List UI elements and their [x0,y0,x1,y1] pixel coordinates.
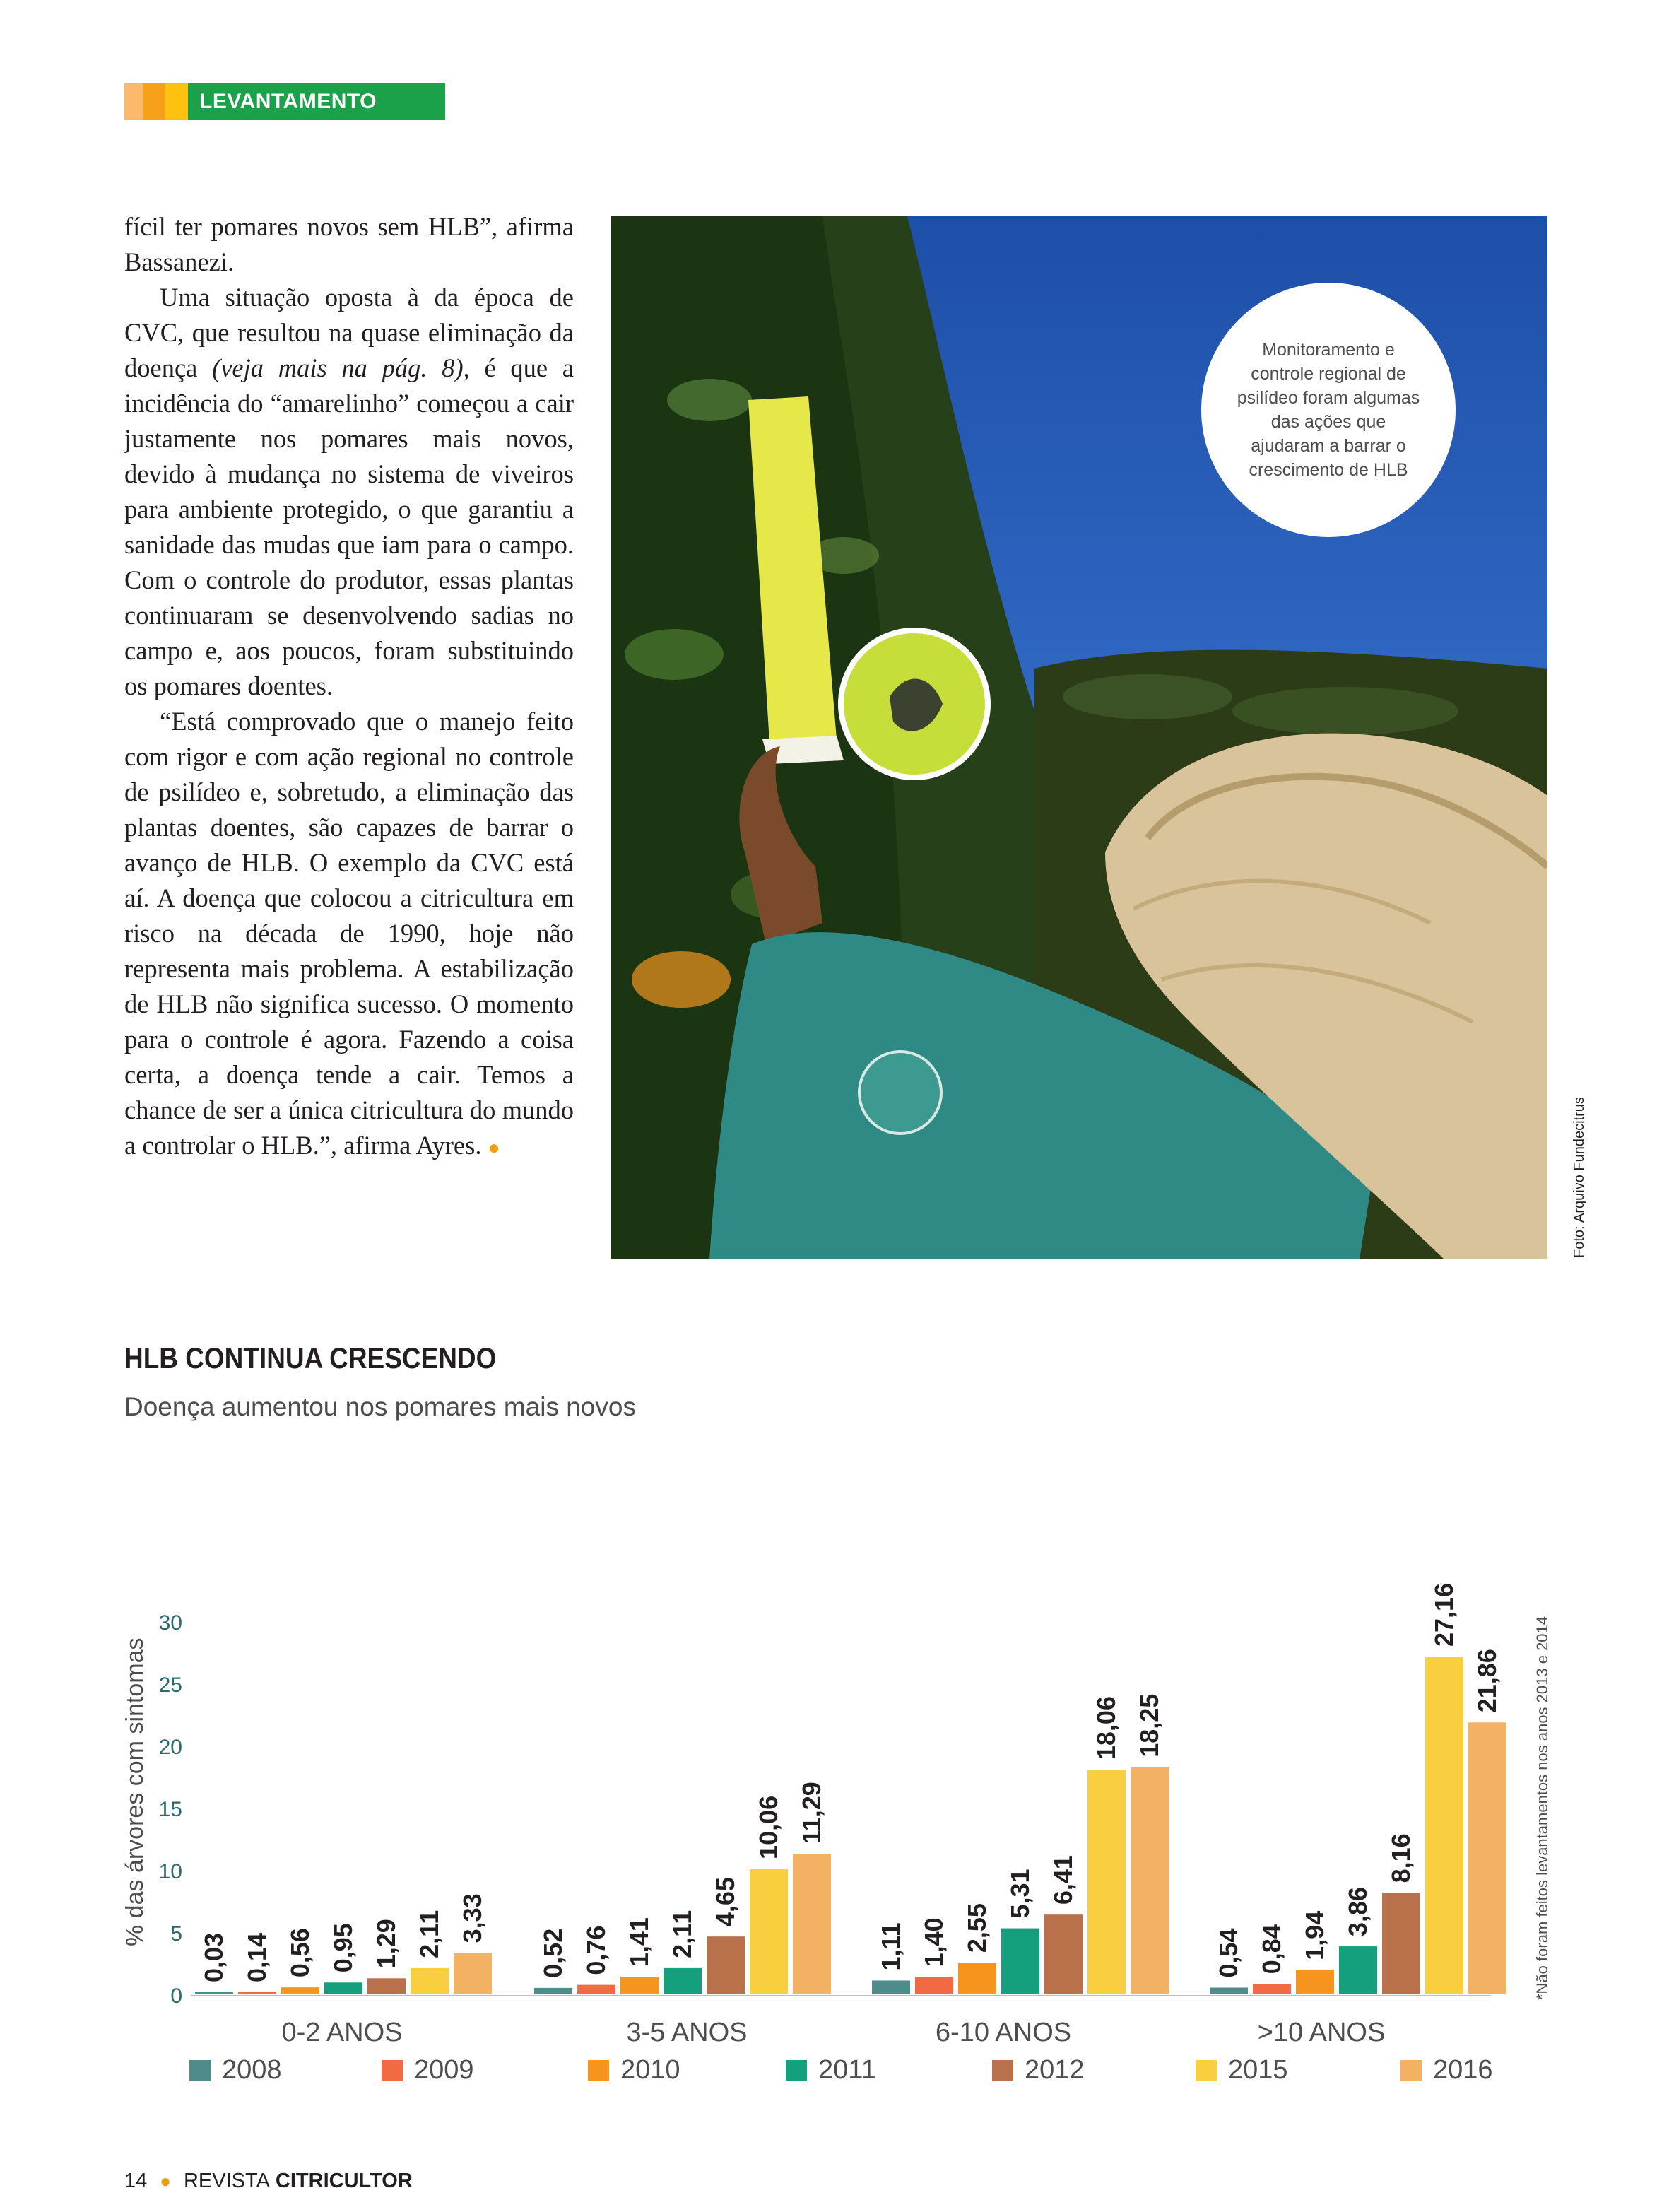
chart-footnote: *Não foram feitos levantamentos nos anos 2013 e 2014 [1533,1616,1551,2000]
bar [411,1968,449,1994]
bar [1001,1929,1039,1994]
bar-value-label: 6,41 [1049,1855,1078,1905]
x-tick-label: >10 ANOS [1257,2018,1386,2047]
bar [238,1992,276,1994]
bar [195,1992,233,1994]
legend-label: 2009 [414,2055,474,2085]
legend-item [992,2055,1085,2085]
bar-value-label: 1,29 [372,1919,401,1969]
y-tick-label: 30 [158,1611,182,1635]
bar [872,1980,910,1994]
bar [915,1977,953,1994]
bar [1425,1657,1463,1994]
legend-label: 2012 [1025,2055,1085,2085]
legend-item [786,2055,876,2085]
legend-swatch [588,2060,609,2081]
bar [1296,1970,1334,1994]
y-tick-label: 20 [158,1736,182,1759]
bar [707,1936,745,1994]
chart-legend [189,2055,1504,2095]
page-footer [124,2170,413,2193]
article-paragraph: “Está comprovado que o manejo feito com rigor e com ação regional no controle de psilídeo e, sobretudo, a eliminação das plantas doentes, são capazes de barrar o avanço de HLB. O exemplo da CVC está aí. A doença que colocou a citricultura em risco na década de 1990, hoje não representa mais problema. A estabilização de HLB não significa sucesso. O momento para o controle é agora. Fazendo a coisa certa, a doença tende a cair. Temos a chance de ser a única citricultura do mundo a controlar o HLB.”, afirma Ayres. ● [124,707,574,1160]
bar [1382,1893,1420,1994]
bar-value-label: 4,65 [711,1877,740,1927]
y-tick-label: 10 [158,1860,182,1883]
legend-label: 2011 [818,2055,876,2085]
bar-value-label: 3,86 [1343,1886,1372,1937]
bar [1253,1984,1291,1994]
bar-value-label: 0,84 [1257,1924,1286,1975]
legend-item [189,2055,282,2085]
chart-subtitle: Doença aumentou nos pomares mais novos [124,1392,636,1421]
legend-swatch [992,2060,1013,2081]
bar [1087,1770,1126,1994]
bar-value-label: 2,11 [415,1910,444,1958]
chart-title: HLB CONTINUA CRESCENDO [124,1341,497,1375]
bar [620,1977,659,1994]
legend-swatch [1196,2060,1217,2081]
bar-value-label: 1,94 [1300,1910,1329,1960]
legend-swatch [189,2060,211,2081]
bar [577,1985,615,1994]
bar-value-label: 27,16 [1429,1582,1458,1647]
article-paragraph: Uma situação oposta à da época de CVC, que resultou na quase eliminação da doença (veja mais na pág. 8), é que a incidência do “amarelinho” começou a cair justamente nos pomares mais novos, devido à mudança no sistema de viveiros para ambiente protegido, o que garantiu a sanidade das mudas que iam para o campo. Com o controle do produtor, essas plantas continuaram se desenvolvendo sadias no campo e, aos poucos, foram substituindo os pomares doentes. [124,283,574,700]
bar [664,1968,702,1994]
bar [958,1963,996,1994]
bar-value-label: 0,95 [329,1923,358,1973]
bar-value-label: 0,76 [582,1925,611,1975]
bar [324,1982,362,1994]
legend-item [382,2055,474,2085]
legend-label: 2016 [1433,2055,1493,2085]
bar [1339,1946,1377,1994]
bar-value-label: 2,11 [668,1910,697,1958]
bar-value-label: 5,31 [1005,1869,1034,1919]
bar-value-label: 8,16 [1386,1833,1415,1883]
bar-value-label: 1,41 [625,1917,654,1967]
bar-value-label: 0,03 [199,1932,228,1982]
bullet-icon: ● [160,2170,171,2192]
bar-value-label: 18,25 [1135,1693,1164,1758]
bar [281,1987,319,1994]
publication-name: REVISTA [183,2170,270,2192]
legend-swatch [382,2060,403,2081]
bar [1131,1767,1169,1994]
bar-value-label: 1,40 [919,1917,948,1967]
bar-value-label: 0,54 [1214,1928,1243,1978]
bar-value-label: 18,06 [1092,1696,1121,1760]
bar [1044,1914,1083,1994]
bar-value-label: 2,55 [962,1903,991,1953]
bar-value-label: 0,14 [242,1932,271,1982]
legend-label: 2015 [1228,2055,1288,2085]
bar-value-label: 0,56 [285,1928,314,1978]
y-tick-label: 5 [170,1922,182,1946]
photo-credit: Foto: Arquivo Fundecitrus [1571,1097,1587,1258]
y-axis-label: % das árvores com sintomas [122,1637,148,1946]
legend-swatch [786,2060,807,2081]
bar-value-label: 10,06 [754,1795,783,1859]
legend-label: 2008 [222,2055,282,2085]
bar [1210,1987,1248,1994]
x-tick-label: 3-5 ANOS [626,2018,748,2047]
page-reference: (veja mais na pág. 8) [212,353,464,382]
y-tick-label: 0 [170,1984,182,2008]
bar [750,1869,788,1994]
legend-label: 2010 [620,2055,680,2085]
bar [1468,1722,1506,1994]
x-tick-label: 0-2 ANOS [281,2018,403,2047]
y-tick-label: 25 [158,1673,182,1697]
bar-value-label: 1,11 [876,1922,905,1971]
bar [454,1953,492,1994]
bar-value-label: 0,52 [538,1928,567,1978]
article-paragraph: fícil ter pomares novos sem HLB”, afirma Bassanezi. [124,212,574,276]
page-number: 14 [124,2170,148,2192]
legend-swatch [1400,2060,1422,2081]
legend-item [1196,2055,1288,2085]
y-tick-label: 15 [158,1798,182,1821]
bar-value-label: 21,86 [1473,1649,1502,1713]
bar-value-label: 3,33 [458,1893,487,1943]
bar [534,1988,572,1994]
legend-item [1400,2055,1493,2085]
section-label: LEVANTAMENTO [188,83,445,120]
legend-item [588,2055,680,2085]
bar [793,1854,831,1994]
photo-caption: Monitoramento e controle regional de psilídeo foram algumas das ações que ajudaram a barrar o crescimento de HLB [1201,283,1456,537]
bar-value-label: 11,29 [797,1782,826,1845]
publication-brand: CITRICULTOR [275,2170,413,2192]
bar [367,1978,406,1994]
orange-drop-icon: ● [488,1137,500,1159]
x-tick-label: 6-10 ANOS [935,2018,1072,2047]
